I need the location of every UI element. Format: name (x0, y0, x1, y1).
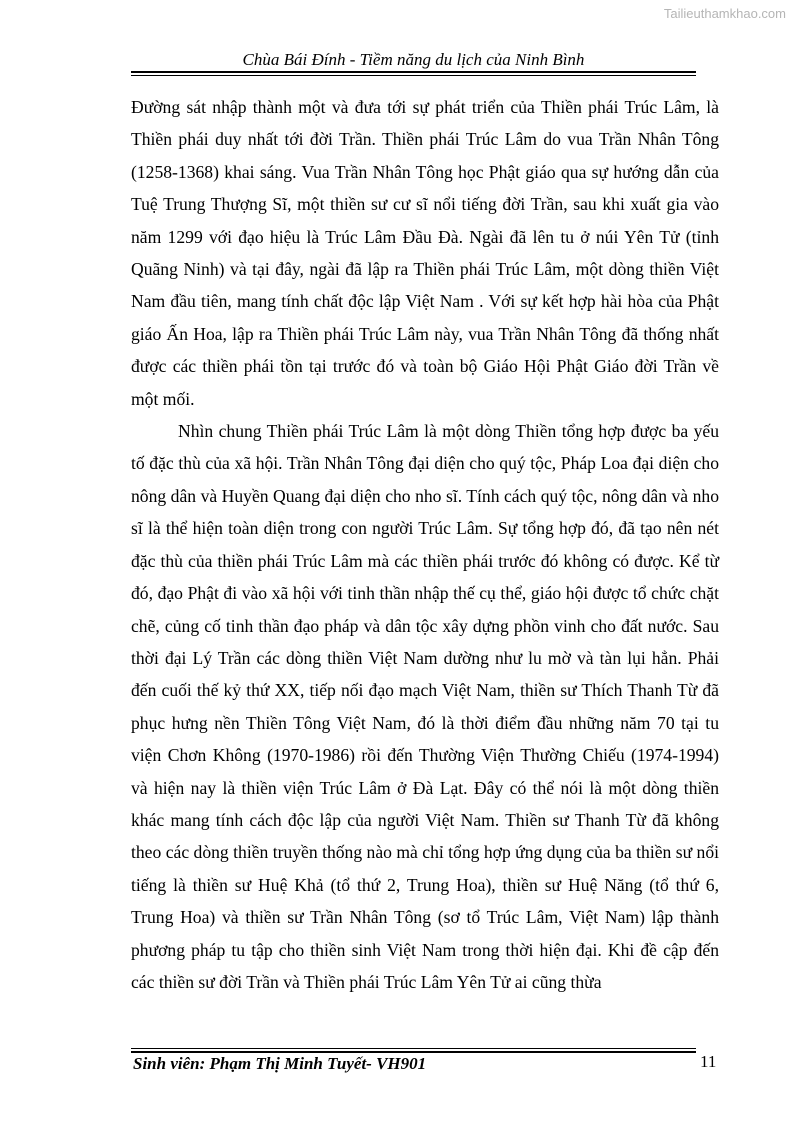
footer-student-name: Sinh viên: Phạm Thị Minh Tuyết- VH901 (133, 1054, 427, 1073)
document-body (131, 91, 719, 998)
footer-divider-thin (131, 1048, 696, 1049)
paragraph-truc-lam-synthesis: Nhìn chung Thiền phái Trúc Lâm là một dòng Thiền tổng hợp được ba yếu tố đặc thù của xã hội. Trần Nhân Tông đại diện cho quý tộc, Pháp Loa đại diện cho nông dân và Huyền Quang đại diện cho nho sĩ. Tính cách quý tộc, nông dân và nho sĩ là thể hiện toàn diện trong con người Trúc Lâm. Sự tổng hợp đó, đã tạo nên nét đặc thù của thiền phái Trúc Lâm mà các thiền phái trước đó không có được. Kể từ đó, đạo Phật đi vào xã hội với tinh thần nhập thế cụ thể, giáo hội được tổ chức chặt chẽ, củng cố tinh thần đạo pháp và dân tộc xây dựng phồn vinh cho đất nước. Sau thời đại Lý Trần các dòng thiền Việt Nam dường như lu mờ và tàn lụi hẳn. Phải đến cuối thế kỷ thứ XX, tiếp nối đạo mạch Việt Nam, thiền sư Thích Thanh Từ đã phục hưng nền Thiền Tông Việt Nam, đó là thời điểm đầu những năm 70 tại tu viện Chơn Không (1970-1986) rồi đến Thường Viện Thường Chiếu (1974-1994) và hiện nay là thiền viện Trúc Lâm ở Đà Lạt. Đây có thể nói là một dòng thiền khác mang tính cách độc lập của người Việt Nam. Thiền sư Thanh Từ đã không theo các dòng thiền truyền thống nào mà chỉ tổng hợp ứng dụng của ba thiền sư nổi tiếng là thiền sư Huệ Khả (tổ thứ 2, Trung Hoa), thiền sư Huệ Năng (tổ thứ 6, Trung Hoa) và thiền sư Trần Nhân Tông (sơ tổ Trúc Lâm, Việt Nam) lập thành phương pháp tu tập cho thiền sinh Việt Nam trong thời hiện đại. Khi đề cập đến các thiền sư đời Trần và Thiền phái Trúc Lâm Yên Tử ai cũng thừa (131, 421, 719, 992)
watermark: Tailieuthamkhao.com (663, 6, 786, 21)
header-divider-thin (131, 75, 696, 76)
header-divider (131, 71, 696, 73)
running-header-title: Chùa Bái Đính - Tiềm năng du lịch của Ninh Bình (242, 50, 585, 69)
paragraph-continuation: Đường sát nhập thành một và đưa tới sự phát triển của Thiền phái Trúc Lâm, là Thiền phái duy nhất tới đời Trần. Thiền phái Trúc Lâm do vua Trần Nhân Tông (1258-1368) khai sáng. Vua Trần Nhân Tông học Phật giáo qua sự hướng dẫn của Tuệ Trung Thượng Sĩ, một thiền sư cư sĩ nổi tiếng đời Trần, sau khi xuất gia vào năm 1299 với đạo hiệu là Trúc Lâm Đầu Đà. Ngài đã lên tu ở núi Yên Tử (tỉnh Quãng Ninh) và tại đây, ngài đã lập ra Thiền phái Trúc Lâm, một dòng thiền Việt Nam đầu tiên, mang tính chất độc lập Việt Nam . Với sự kết hợp hài hòa của Phật giáo Ấn Hoa, lập ra Thiền phái Trúc Lâm này, vua Trần Nhân Tông đã thống nhất được các thiền phái tồn tại trước đó và toàn bộ Giáo Hội Phật Giáo đời Trần về một mối. (131, 97, 719, 409)
footer-divider (131, 1051, 696, 1053)
page-number: 11 (700, 1052, 717, 1071)
